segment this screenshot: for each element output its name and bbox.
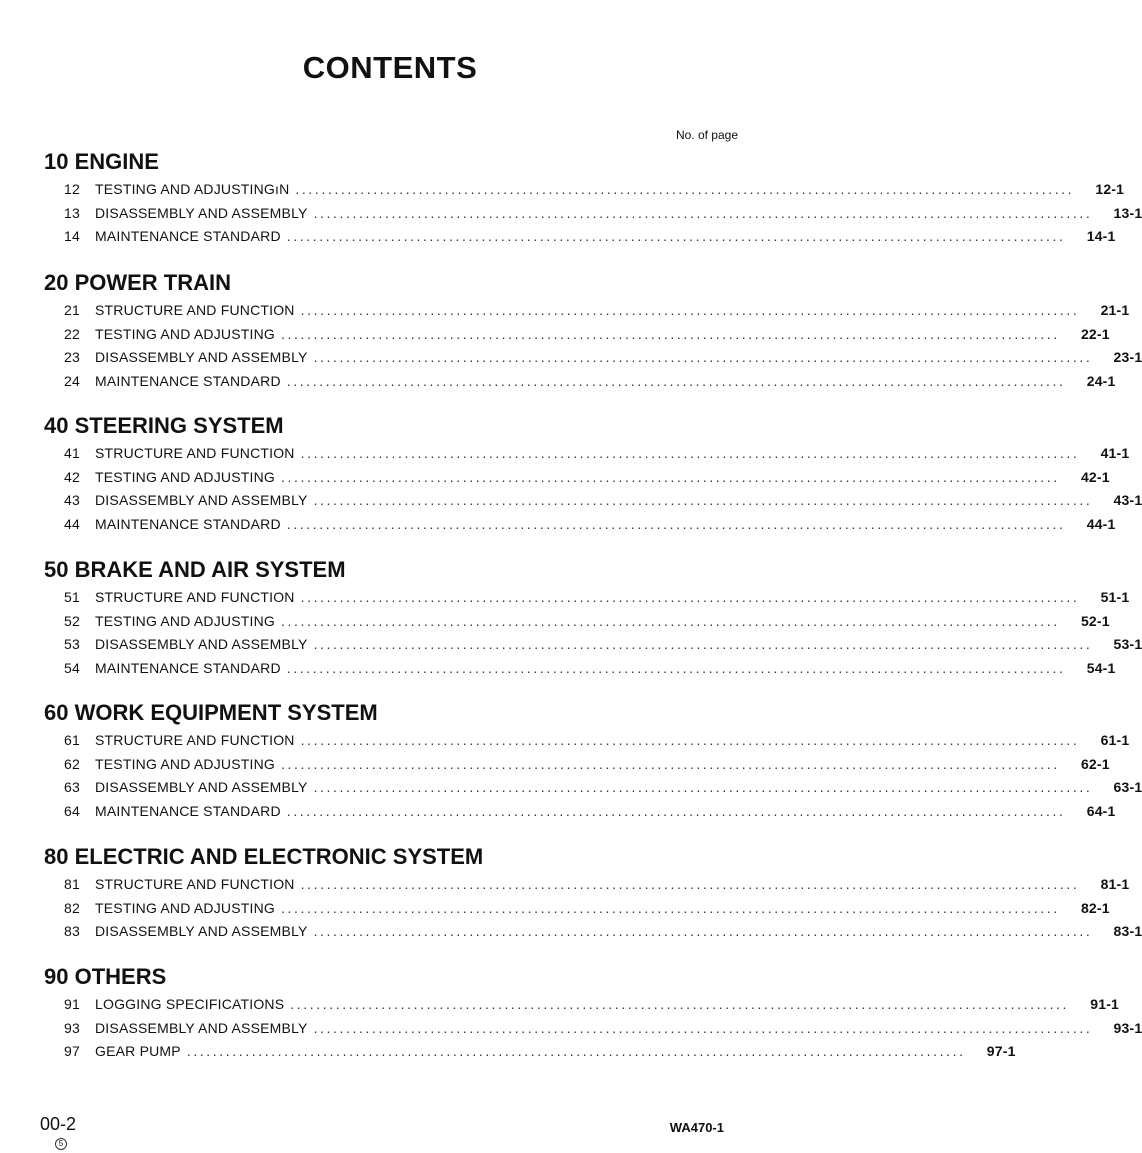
entry-page: 54-1 <box>1086 659 1116 676</box>
toc-entry[interactable] <box>44 489 1142 513</box>
entry-label: STRUCTURE AND FUNCTION <box>95 876 295 892</box>
toc-entry[interactable] <box>44 178 1125 202</box>
entry-label: LOGGING SPECIFICATIONS <box>95 996 285 1012</box>
toc-entry[interactable] <box>44 993 1120 1017</box>
entry-label: DISASSEMBLY AND ASSEMBLY <box>95 204 308 221</box>
entry-label: DISASSEMBLY AND ASSEMBLY <box>95 349 308 365</box>
no-of-page-label: No. of page <box>675 128 738 142</box>
dot-leader: ........................................................................................................................ <box>281 468 1060 485</box>
dot-leader: ........................................................................................................................ <box>281 325 1060 342</box>
toc-entry[interactable] <box>44 729 1130 753</box>
toc-entry[interactable] <box>44 657 1116 681</box>
section-title: 80 ELECTRIC AND ELECTRONIC SYSTEM <box>44 844 484 869</box>
dot-leader: ........................................................................................................................ <box>281 755 1060 772</box>
entry-label: TESTING AND ADJUSTING <box>95 325 275 342</box>
entry-number: 14 <box>64 228 80 244</box>
entry-page: 44-1 <box>1086 515 1116 532</box>
entry-number: 63 <box>64 779 80 795</box>
entry-label: DISASSEMBLY AND ASSEMBLY <box>95 492 308 508</box>
dot-leader: ........................................................................................................................ <box>313 923 1093 939</box>
entry-page: 21-1 <box>1100 302 1130 318</box>
entry-page: 13-1 <box>1113 204 1142 221</box>
entry-number: 52 <box>64 612 80 629</box>
entry-label: GEAR PUMP <box>95 1043 181 1059</box>
page-title: CONTENTS <box>302 50 478 85</box>
entry-label: TESTING AND ADJUSTING <box>95 899 275 916</box>
entry-page: 53-1 <box>1113 636 1142 652</box>
entry-number: 81 <box>64 876 80 892</box>
entry-label: MAINTENANCE STANDARD <box>95 515 281 532</box>
entry-number: 82 <box>64 899 80 916</box>
dot-leader: ........................................................................................................................ <box>286 659 1066 676</box>
toc-entry[interactable] <box>44 346 1142 370</box>
section-title: 90 OTHERS <box>44 964 167 989</box>
toc-entry[interactable] <box>44 920 1142 944</box>
entry-page: 22-1 <box>1080 325 1110 342</box>
entry-label: TESTING AND ADJUSTING <box>95 612 275 629</box>
dot-leader: ........................................................................................................................ <box>313 204 1093 221</box>
entry-page: 81-1 <box>1100 876 1130 892</box>
dot-leader: ........................................................................................................................ <box>313 636 1093 652</box>
entry-number: 91 <box>64 996 80 1012</box>
entry-number: 44 <box>64 515 80 532</box>
toc-entry[interactable] <box>44 370 1116 394</box>
dot-leader: ........................................................................................................................ <box>295 181 1075 197</box>
toc-entry[interactable] <box>44 800 1116 824</box>
dot-leader: ........................................................................................................................ <box>281 899 1060 916</box>
dot-leader: ........................................................................................................................ <box>300 445 1080 461</box>
toc-entry[interactable] <box>44 897 1110 921</box>
entry-number: 97 <box>64 1043 80 1059</box>
entry-number: 64 <box>64 802 80 819</box>
entry-number: 42 <box>64 468 80 485</box>
entry-number: 22 <box>64 325 80 342</box>
entry-number: 24 <box>64 372 80 389</box>
entry-page: 93-1 <box>1113 1019 1142 1036</box>
entry-page: 64-1 <box>1086 802 1116 819</box>
toc-entry[interactable] <box>44 513 1116 537</box>
entry-page: 82-1 <box>1080 899 1110 916</box>
dot-leader: ........................................................................................................................ <box>300 302 1080 318</box>
toc-entry[interactable] <box>44 776 1142 800</box>
entry-label: MAINTENANCE STANDARD <box>95 372 281 389</box>
dot-leader: ........................................................................................................................ <box>286 372 1066 389</box>
section-title: 20 POWER TRAIN <box>44 270 232 295</box>
entry-page: 43-1 <box>1113 492 1142 508</box>
entry-page: 23-1 <box>1113 349 1142 365</box>
section-title: 50 BRAKE AND AIR SYSTEM <box>44 557 346 582</box>
toc-section <box>44 844 1142 944</box>
entry-label: STRUCTURE AND FUNCTION <box>95 732 295 748</box>
entry-page: 52-1 <box>1080 612 1110 629</box>
entry-label: DISASSEMBLY AND ASSEMBLY <box>95 779 308 795</box>
toc-section <box>44 149 1142 249</box>
dot-leader: ........................................................................................................................ <box>300 876 1080 892</box>
entry-label: TESTING AND ADJUSTINGıN <box>95 181 290 197</box>
toc-entry[interactable] <box>44 633 1142 657</box>
entry-page: 83-1 <box>1113 923 1142 939</box>
toc-section <box>44 270 1142 393</box>
footer-model: WA470-1 <box>669 1120 724 1135</box>
entry-number: 13 <box>64 204 80 221</box>
entry-label: STRUCTURE AND FUNCTION <box>95 589 295 605</box>
entry-label: DISASSEMBLY AND ASSEMBLY <box>95 1019 308 1036</box>
entry-number: 12 <box>64 181 80 197</box>
entry-number: 62 <box>64 755 80 772</box>
entry-page: 41-1 <box>1100 445 1130 461</box>
dot-leader: ........................................................................................................................ <box>286 515 1066 532</box>
dot-leader: ........................................................................................................................ <box>286 228 1066 244</box>
entry-label: MAINTENANCE STANDARD <box>95 228 281 244</box>
toc-entry[interactable] <box>44 202 1142 226</box>
entry-page: 62-1 <box>1080 755 1110 772</box>
dot-leader: ........................................................................................................................ <box>286 802 1066 819</box>
entry-label: DISASSEMBLY AND ASSEMBLY <box>95 923 308 939</box>
dot-leader: ........................................................................................................................ <box>186 1043 966 1059</box>
dot-leader: ........................................................................................................................ <box>300 589 1080 605</box>
entry-number: 83 <box>64 923 80 939</box>
entry-label: MAINTENANCE STANDARD <box>95 659 281 676</box>
toc-entry[interactable] <box>44 1017 1142 1041</box>
toc-entry[interactable] <box>44 442 1130 466</box>
entry-number: 53 <box>64 636 80 652</box>
entry-page: 14-1 <box>1086 228 1116 244</box>
entry-page: 91-1 <box>1090 996 1120 1012</box>
entry-page: 12-1 <box>1095 181 1125 197</box>
entry-page: 42-1 <box>1080 468 1110 485</box>
toc-entry[interactable] <box>44 299 1130 323</box>
entry-label: STRUCTURE AND FUNCTION <box>95 445 295 461</box>
entry-number: 93 <box>64 1019 80 1036</box>
revision-mark: 5 <box>55 1138 67 1150</box>
toc-section <box>44 964 1142 1064</box>
toc-entry[interactable] <box>44 225 1116 249</box>
toc-entry[interactable] <box>44 323 1110 347</box>
entry-number: 21 <box>64 302 80 318</box>
toc-section <box>44 700 1142 823</box>
toc-entry[interactable] <box>44 753 1110 777</box>
section-title: 60 WORK EQUIPMENT SYSTEM <box>44 700 378 725</box>
dot-leader: ........................................................................................................................ <box>300 732 1080 748</box>
toc-entry[interactable] <box>44 873 1130 897</box>
footer-page-number: 00-2 <box>40 1114 77 1134</box>
entry-number: 54 <box>64 659 80 676</box>
entry-page: 61-1 <box>1100 732 1130 748</box>
entry-label: DISASSEMBLY AND ASSEMBLY <box>95 636 308 652</box>
entry-number: 23 <box>64 349 80 365</box>
entry-page: 51-1 <box>1100 589 1130 605</box>
entry-label: TESTING AND ADJUSTING <box>95 468 275 485</box>
entry-label: TESTING AND ADJUSTING <box>95 755 275 772</box>
dot-leader: ........................................................................................................................ <box>313 1019 1093 1036</box>
toc-section <box>44 557 1142 680</box>
toc-entry[interactable] <box>44 610 1110 634</box>
toc-entry[interactable] <box>44 466 1110 490</box>
entry-number: 41 <box>64 445 80 461</box>
section-title: 10 ENGINE <box>44 149 159 174</box>
entry-number: 61 <box>64 732 80 748</box>
toc-section <box>44 413 1142 536</box>
entry-number: 51 <box>64 589 80 605</box>
dot-leader: ........................................................................................................................ <box>313 779 1093 795</box>
dot-leader: ........................................................................................................................ <box>281 612 1060 629</box>
dot-leader: ........................................................................................................................ <box>313 492 1093 508</box>
entry-number: 43 <box>64 492 80 508</box>
toc-entry[interactable] <box>44 1040 1016 1064</box>
toc-entry[interactable] <box>44 586 1130 610</box>
entry-page: 63-1 <box>1113 779 1142 795</box>
entry-label: MAINTENANCE STANDARD <box>95 802 281 819</box>
dot-leader: ........................................................................................................................ <box>313 349 1093 365</box>
entry-page: 97-1 <box>986 1043 1016 1059</box>
entry-page: 24-1 <box>1086 372 1116 389</box>
section-title: 40 STEERING SYSTEM <box>44 413 284 438</box>
entry-label: STRUCTURE AND FUNCTION <box>95 302 295 318</box>
dot-leader: ........................................................................................................................ <box>290 996 1070 1012</box>
